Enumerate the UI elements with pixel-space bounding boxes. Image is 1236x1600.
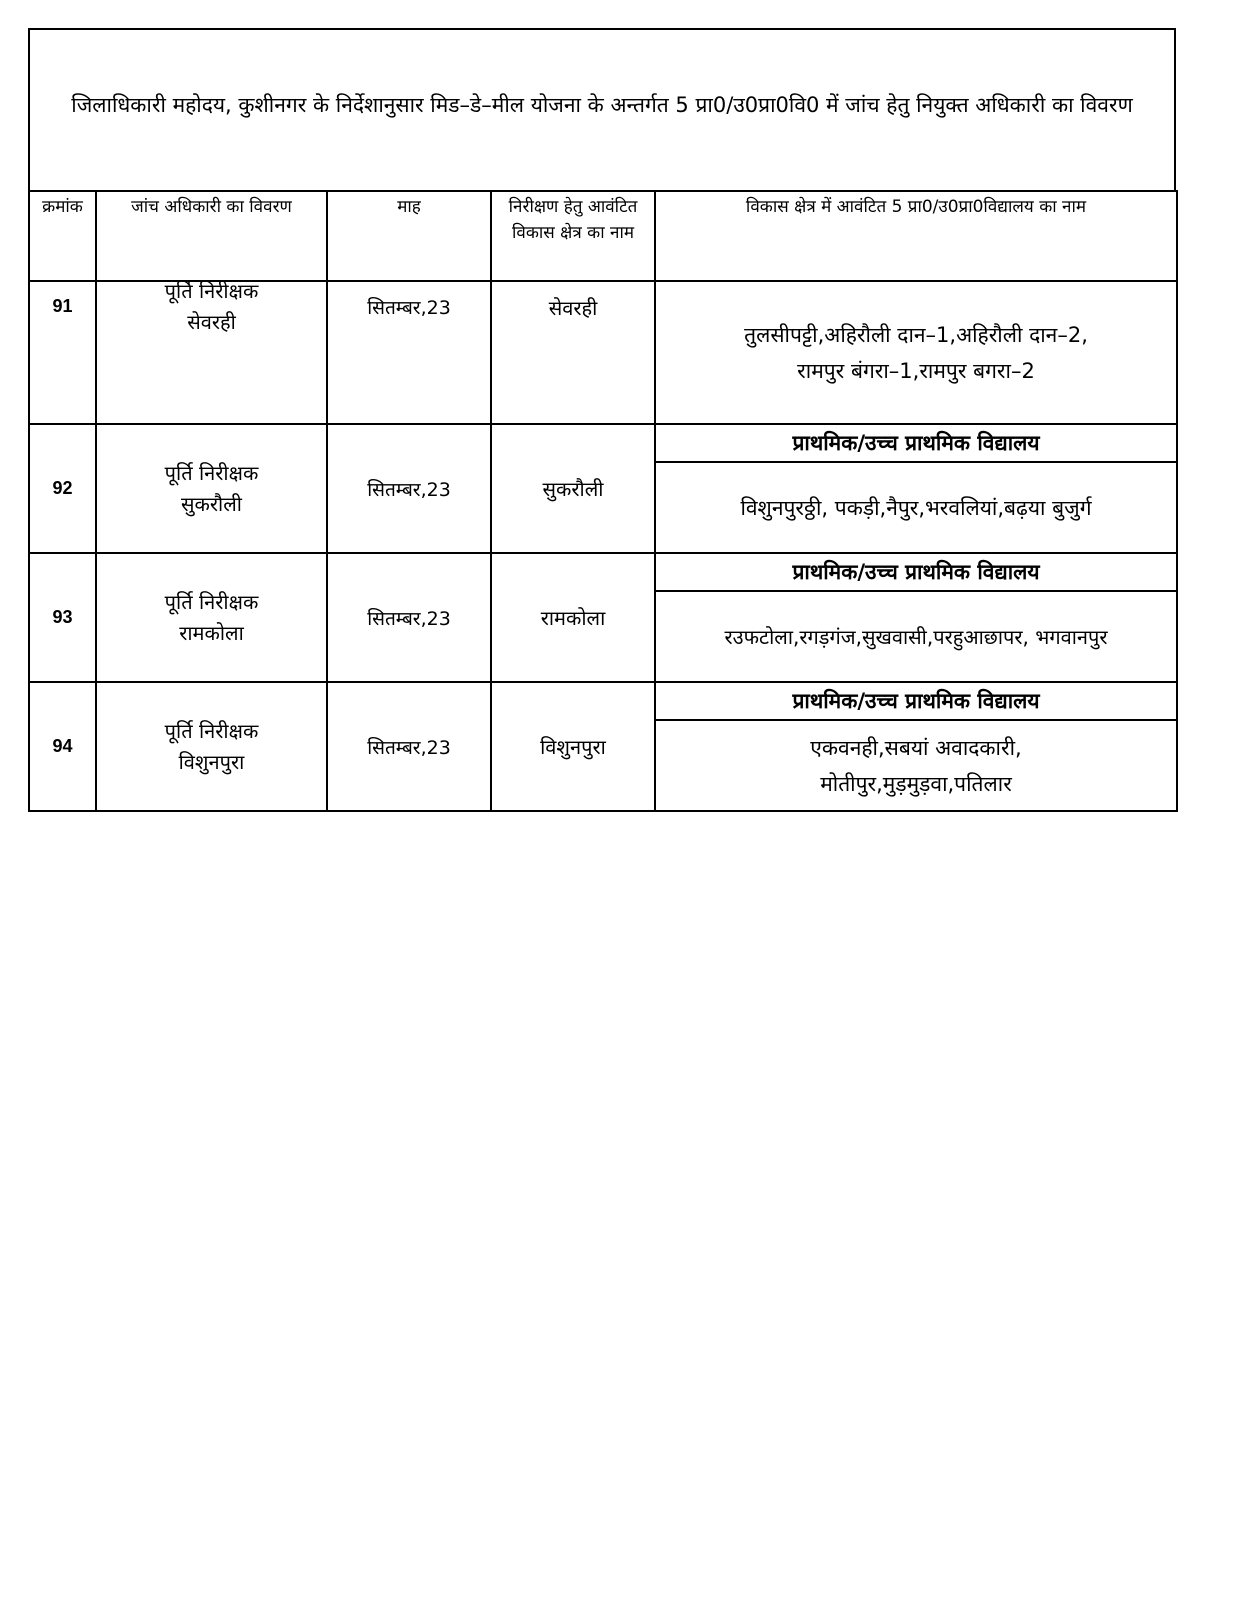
officer-designation: पूर्ति निरीक्षक — [164, 718, 259, 743]
table-row — [29, 553, 1177, 682]
schools-line-1: एकवनही,सबयां अवादकारी, — [810, 735, 1022, 760]
officer-designation: पूर्ति निरीक्षक — [164, 460, 259, 485]
row-schools — [655, 424, 1177, 553]
row-officer — [96, 424, 327, 553]
officer-designation: पूर्ति निरीक्षक — [164, 589, 259, 614]
row-sno: 92 — [29, 424, 96, 553]
header-schools: विकास क्षेत्र में आवंटित 5 प्रा0/उ0प्रा0विद्यालय का नाम — [655, 191, 1177, 281]
row-block: सेवरही — [491, 281, 655, 424]
document-page — [28, 28, 1176, 812]
school-type-heading: प्राथमिक/उच्च प्राथमिक विद्यालय — [656, 425, 1176, 463]
schools-line-1: रउफटोला,रगड़गंज,सुखवासी,परहुआछापर, भगवानपुर — [724, 624, 1108, 649]
row-month: सितम्बर,23 — [327, 682, 491, 811]
officer-designation: पूर्ति निरीक्षक — [164, 279, 259, 303]
row-sno: 94 — [29, 682, 96, 811]
schools-list — [656, 721, 1176, 810]
row-officer — [96, 682, 327, 811]
header-sno: क्रमांक — [29, 191, 96, 281]
row-schools — [655, 281, 1177, 424]
row-month: सितम्बर,23 — [327, 553, 491, 682]
row-officer — [96, 281, 327, 424]
header-block — [491, 191, 655, 281]
row-block: रामकोला — [491, 553, 655, 682]
row-schools — [655, 682, 1177, 811]
row-month: सितम्बर,23 — [327, 281, 491, 424]
school-type-heading: प्राथमिक/उच्च प्राथमिक विद्यालय — [656, 554, 1176, 592]
row-block: विशुनपुरा — [491, 682, 655, 811]
schools-line-1: विशुनपुरठ्ठी, पकड़ी,नैपुर,भरवलियां,बढ़या बुजुर्ग — [740, 495, 1092, 520]
header-month: माह — [327, 191, 491, 281]
row-month: सितम्बर,23 — [327, 424, 491, 553]
header-block-label: निरीक्षण हेतु आवंटित विकास क्षेत्र का नाम — [508, 197, 638, 243]
table-row — [29, 281, 1177, 424]
row-sno: 91 — [29, 281, 96, 424]
document-title: जिलाधिकारी महोदय, कुशीनगर के निर्देशानुसार मिड–डे–मील योजना के अन्तर्गत 5 प्रा0/उ0प्रा0वि0 में जांच हेतु नियुक्त अधिकारी का विवरण — [28, 28, 1176, 190]
row-officer — [96, 553, 327, 682]
row-schools — [655, 553, 1177, 682]
row-block: सुकरौली — [491, 424, 655, 553]
inspection-table — [28, 190, 1178, 812]
officer-area: विशुनपुरा — [178, 749, 245, 774]
schools-line-2: मोतीपुर,मुड़मुड़वा,पतिलार — [820, 771, 1012, 796]
officer-area: सेवरही — [187, 310, 236, 334]
school-type-heading: प्राथमिक/उच्च प्राथमिक विद्यालय — [656, 683, 1176, 721]
schools-line-1: तुलसीपट्टी,अहिरौली दान–1,अहिरौली दान–2, — [744, 322, 1088, 347]
schools-line-2: रामपुर बंगरा–1,रामपुर बगरा–2 — [797, 358, 1035, 383]
row-sno: 93 — [29, 553, 96, 682]
header-officer: जांच अधिकारी का विवरण — [96, 191, 327, 281]
officer-area: रामकोला — [179, 620, 244, 645]
table-row — [29, 424, 1177, 553]
table-row — [29, 682, 1177, 811]
officer-area: सुकरौली — [181, 491, 242, 516]
table-header-row — [29, 191, 1177, 281]
